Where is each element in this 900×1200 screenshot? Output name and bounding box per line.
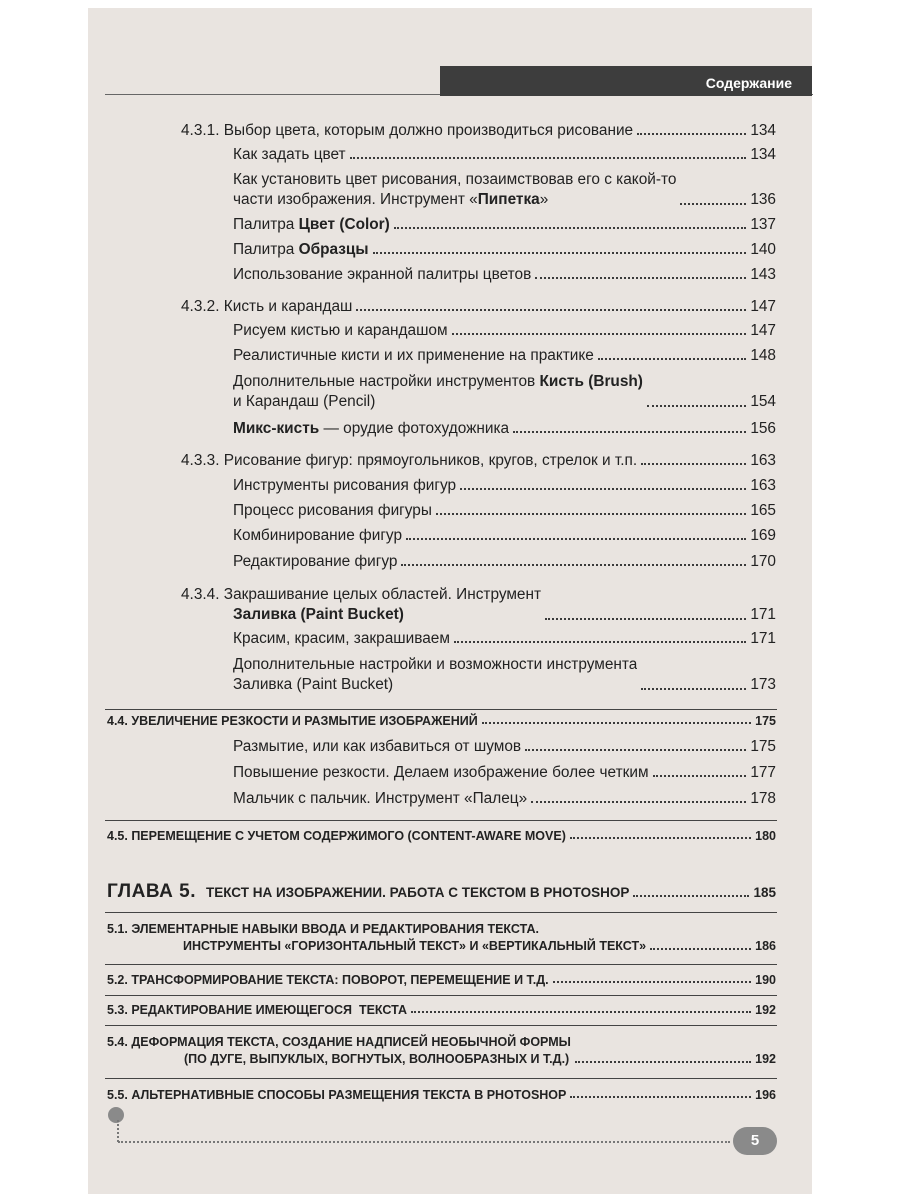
leader-dots <box>482 722 751 724</box>
leader-dots <box>513 431 746 433</box>
toc-section-entry[interactable] <box>107 1087 776 1103</box>
toc-entry-title: Мальчик с пальчик. Инструмент «Палец» <box>233 790 528 807</box>
toc-entry[interactable] <box>233 216 776 234</box>
chapter-title: ТЕКСТ НА ИЗОБРАЖЕНИИ. РАБОТА С ТЕКСТОМ В PHOTOSHOP <box>205 885 630 900</box>
title-line1: Дополнительные настройки и возможности инструмента <box>233 656 638 673</box>
title-part: Палитра <box>233 216 299 233</box>
toc-entry-title: Инструменты рисования фигур <box>233 477 457 494</box>
toc-page-number: 185 <box>753 885 776 900</box>
leader-dots <box>356 309 746 311</box>
toc-entry[interactable] <box>181 298 776 316</box>
toc-entry[interactable] <box>181 585 776 625</box>
toc-entry-title: Реалистичные кисти и их применение на практике <box>233 347 594 364</box>
toc-section-title: 4.4. УВЕЛИЧЕНИЕ РЕЗКОСТИ И РАЗМЫТИЕ ИЗОБРАЖЕНИЙ <box>107 714 478 728</box>
toc-page-number: 175 <box>755 714 776 728</box>
toc-entry[interactable] <box>233 527 776 545</box>
toc-page-number: 154 <box>750 393 776 410</box>
toc-entry-title: Процесс рисования фигуры <box>233 502 432 519</box>
toc-entry-title <box>181 585 541 625</box>
running-header <box>440 66 812 96</box>
leader-dots <box>633 895 749 897</box>
toc-page-number: 163 <box>750 452 776 469</box>
toc-entry[interactable] <box>233 241 776 259</box>
toc-entry[interactable] <box>233 266 776 284</box>
leader-dots <box>680 203 746 205</box>
toc-entry-title <box>233 372 643 412</box>
title-line1: Как установить цвет рисования, позаимствовав его с какой-то <box>233 171 677 188</box>
leader-dots <box>394 227 747 229</box>
toc-page-number: 136 <box>750 191 776 208</box>
leader-dots <box>373 252 747 254</box>
toc-section-entry[interactable] <box>107 828 776 844</box>
toc-page-number: 180 <box>755 829 776 843</box>
title-bold: Микс-кисть <box>233 420 320 437</box>
leader-dots <box>460 488 746 490</box>
toc-entry[interactable] <box>233 477 776 495</box>
leader-dots <box>570 1096 751 1098</box>
toc-section-entry[interactable] <box>107 1034 776 1068</box>
toc-entry[interactable] <box>233 790 776 808</box>
title-part: » <box>539 191 549 208</box>
toc-entry-title: 4.3.1. Выбор цвета, которым должно производиться рисование <box>181 122 634 139</box>
toc-entry[interactable] <box>233 764 776 782</box>
leader-dots <box>598 358 746 360</box>
toc-section-title: 5.2. ТРАНСФОРМИРОВАНИЕ ТЕКСТА: ПОВОРОТ, ПЕРЕМЕЩЕНИЕ И Т.Д. <box>107 973 549 987</box>
leader-dots <box>650 948 751 950</box>
section-divider <box>105 1025 777 1026</box>
toc-entry[interactable] <box>233 170 776 210</box>
toc-page-number: 134 <box>750 122 776 139</box>
toc-page-number: 178 <box>750 790 776 807</box>
leader-dots <box>570 837 751 839</box>
leader-dots <box>641 688 746 690</box>
toc-entry-title: Комбинирование фигур <box>233 527 403 544</box>
title-line1: 4.3.4. Закрашивание целых областей. Инструмент <box>181 586 542 603</box>
title-part: ИНСТРУМЕНТЫ «ГОРИЗОНТАЛЬНЫЙ ТЕКСТ» И «ВЕРТИКАЛЬНЫЙ ТЕКСТ» <box>183 939 647 953</box>
title-part: Палитра <box>233 241 299 258</box>
leader-dots <box>525 749 746 751</box>
toc-page-number: 173 <box>750 676 776 693</box>
toc-section-title <box>107 921 646 955</box>
section-divider <box>105 995 777 996</box>
toc-page-number: 192 <box>755 1003 776 1017</box>
toc-entry[interactable] <box>233 502 776 520</box>
toc-entry[interactable] <box>233 553 776 571</box>
toc-entry-title: Красим, красим, закрашиваем <box>233 630 450 647</box>
footer-dotted-line <box>117 1120 119 1142</box>
toc-page-number: 196 <box>755 1088 776 1102</box>
toc-page-number: 143 <box>750 266 776 283</box>
toc-page-number: 192 <box>755 1052 776 1066</box>
toc-page-number: 165 <box>750 502 776 519</box>
toc-chapter-title <box>107 883 629 902</box>
toc-page-number: 175 <box>750 738 776 755</box>
leader-dots <box>401 564 746 566</box>
toc-page-number: 169 <box>750 527 776 544</box>
toc-chapter-entry[interactable] <box>107 880 776 902</box>
toc-entry-title: Использование экранной палитры цветов <box>233 266 532 283</box>
toc-section-entry[interactable] <box>107 1002 776 1018</box>
toc-section-entry[interactable] <box>107 972 776 988</box>
title-part: части изображения. Инструмент « <box>233 191 478 208</box>
toc-page-number: 140 <box>750 241 776 258</box>
footer-dotted-line <box>118 1141 730 1143</box>
toc-entry-title <box>233 241 369 259</box>
page-number-badge <box>733 1127 777 1155</box>
toc-page-number: 171 <box>750 630 776 647</box>
leader-dots <box>641 463 746 465</box>
leader-dots <box>436 513 746 515</box>
title-part: — орудие фотохудожника <box>319 420 510 437</box>
toc-entry[interactable] <box>181 122 776 140</box>
toc-section-entry[interactable] <box>107 713 776 729</box>
toc-page-number: 148 <box>750 347 776 364</box>
leader-dots <box>411 1011 751 1013</box>
toc-entry[interactable] <box>233 655 776 695</box>
toc-entry-title <box>233 655 637 695</box>
leader-dots <box>653 775 747 777</box>
toc-section-title: 5.3. РЕДАКТИРОВАНИЕ ИМЕЮЩЕГОСЯ ТЕКСТА <box>107 1003 407 1017</box>
toc-entry-title: Размытие, или как избавиться от шумов <box>233 738 522 755</box>
title-line1: 5.1. ЭЛЕМЕНТАРНЫЕ НАВЫКИ ВВОДА И РЕДАКТИРОВАНИЯ ТЕКСТА. <box>107 922 539 936</box>
title-bold: Заливка (Paint Bucket) <box>233 606 404 623</box>
leader-dots <box>545 618 746 620</box>
section-divider <box>105 912 777 913</box>
leader-dots <box>454 641 746 643</box>
leader-dots <box>535 277 746 279</box>
toc-entry[interactable] <box>181 452 776 470</box>
title-part: Дополнительные настройки инструментов <box>233 373 540 390</box>
toc-entry[interactable] <box>233 738 776 756</box>
running-header-title: Содержание <box>705 75 792 91</box>
title-part: (ПО ДУГЕ, ВЫПУКЛЫХ, ВОГНУТЫХ, ВОЛНООБРАЗНЫХ И Т.Д.) <box>184 1052 570 1066</box>
toc-page-number: 177 <box>750 764 776 781</box>
toc-page-number: 134 <box>750 146 776 163</box>
toc-entry[interactable] <box>233 630 776 648</box>
chapter-label: ГЛАВА 5. <box>107 883 196 902</box>
title-bold: Цвет (Color) <box>298 216 390 233</box>
toc-entry-title: Рисуем кистью и карандашом <box>233 322 448 339</box>
toc-entry-title: Как задать цвет <box>233 146 346 163</box>
toc-entry-title: Редактирование фигур <box>233 553 398 570</box>
toc-page-number: 147 <box>750 298 776 315</box>
toc-entry[interactable] <box>233 372 776 412</box>
page-number: 5 <box>750 1132 760 1149</box>
leader-dots <box>637 133 746 135</box>
section-divider <box>105 820 777 821</box>
toc-entry-title: 4.3.2. Кисть и карандаш <box>181 298 353 315</box>
toc-section-title: 5.5. АЛЬТЕРНАТИВНЫЕ СПОСОБЫ РАЗМЕЩЕНИЯ ТЕКСТА В PHOTOSHOP <box>107 1088 567 1102</box>
title-bold: Кисть (Brush) <box>539 373 643 390</box>
title-part: и Карандаш (Pencil) <box>233 393 376 410</box>
leader-dots <box>350 157 747 159</box>
section-divider <box>105 1078 777 1079</box>
section-divider <box>105 709 777 710</box>
toc-section-title: 4.5. ПЕРЕМЕЩЕНИЕ С УЧЕТОМ СОДЕРЖИМОГО (CONTENT-AWARE MOVE) <box>107 829 566 843</box>
leader-dots <box>553 981 752 983</box>
toc-section-title <box>107 1034 571 1068</box>
toc-page-number: 137 <box>750 216 776 233</box>
toc-page-number: 186 <box>755 939 776 953</box>
toc-page-number: 170 <box>750 553 776 570</box>
leader-dots <box>575 1061 751 1063</box>
leader-dots <box>452 333 747 335</box>
toc-entry-title <box>233 170 676 210</box>
title-part: Заливка (Paint Bucket) <box>233 676 394 693</box>
toc-page-number: 156 <box>750 420 776 437</box>
toc-entry-title: Повышение резкости. Делаем изображение более четким <box>233 764 649 781</box>
title-bold: Пипетка <box>477 191 540 208</box>
toc-page-number: 163 <box>750 477 776 494</box>
toc-page-number: 171 <box>750 606 776 623</box>
title-line1: 5.4. ДЕФОРМАЦИЯ ТЕКСТА, СОЗДАНИЕ НАДПИСЕЙ НЕОБЫЧНОЙ ФОРМЫ <box>107 1035 571 1049</box>
toc-entry-title <box>233 216 390 234</box>
footer-bullet-icon <box>108 1107 124 1123</box>
section-divider <box>105 964 777 965</box>
toc-entry[interactable] <box>233 347 776 365</box>
leader-dots <box>406 538 746 540</box>
title-bold: Образцы <box>298 241 369 258</box>
toc-entry[interactable] <box>233 322 776 340</box>
toc-section-entry[interactable] <box>107 921 776 955</box>
toc-entry[interactable] <box>233 420 776 438</box>
leader-dots <box>531 801 746 803</box>
leader-dots <box>647 405 746 407</box>
toc-page-number: 147 <box>750 322 776 339</box>
toc-page-number: 190 <box>755 973 776 987</box>
toc-entry[interactable] <box>233 146 776 164</box>
toc-entry-title: 4.3.3. Рисование фигур: прямоугольников, кругов, стрелок и т.п. <box>181 452 638 469</box>
toc-entry-title <box>233 420 509 438</box>
